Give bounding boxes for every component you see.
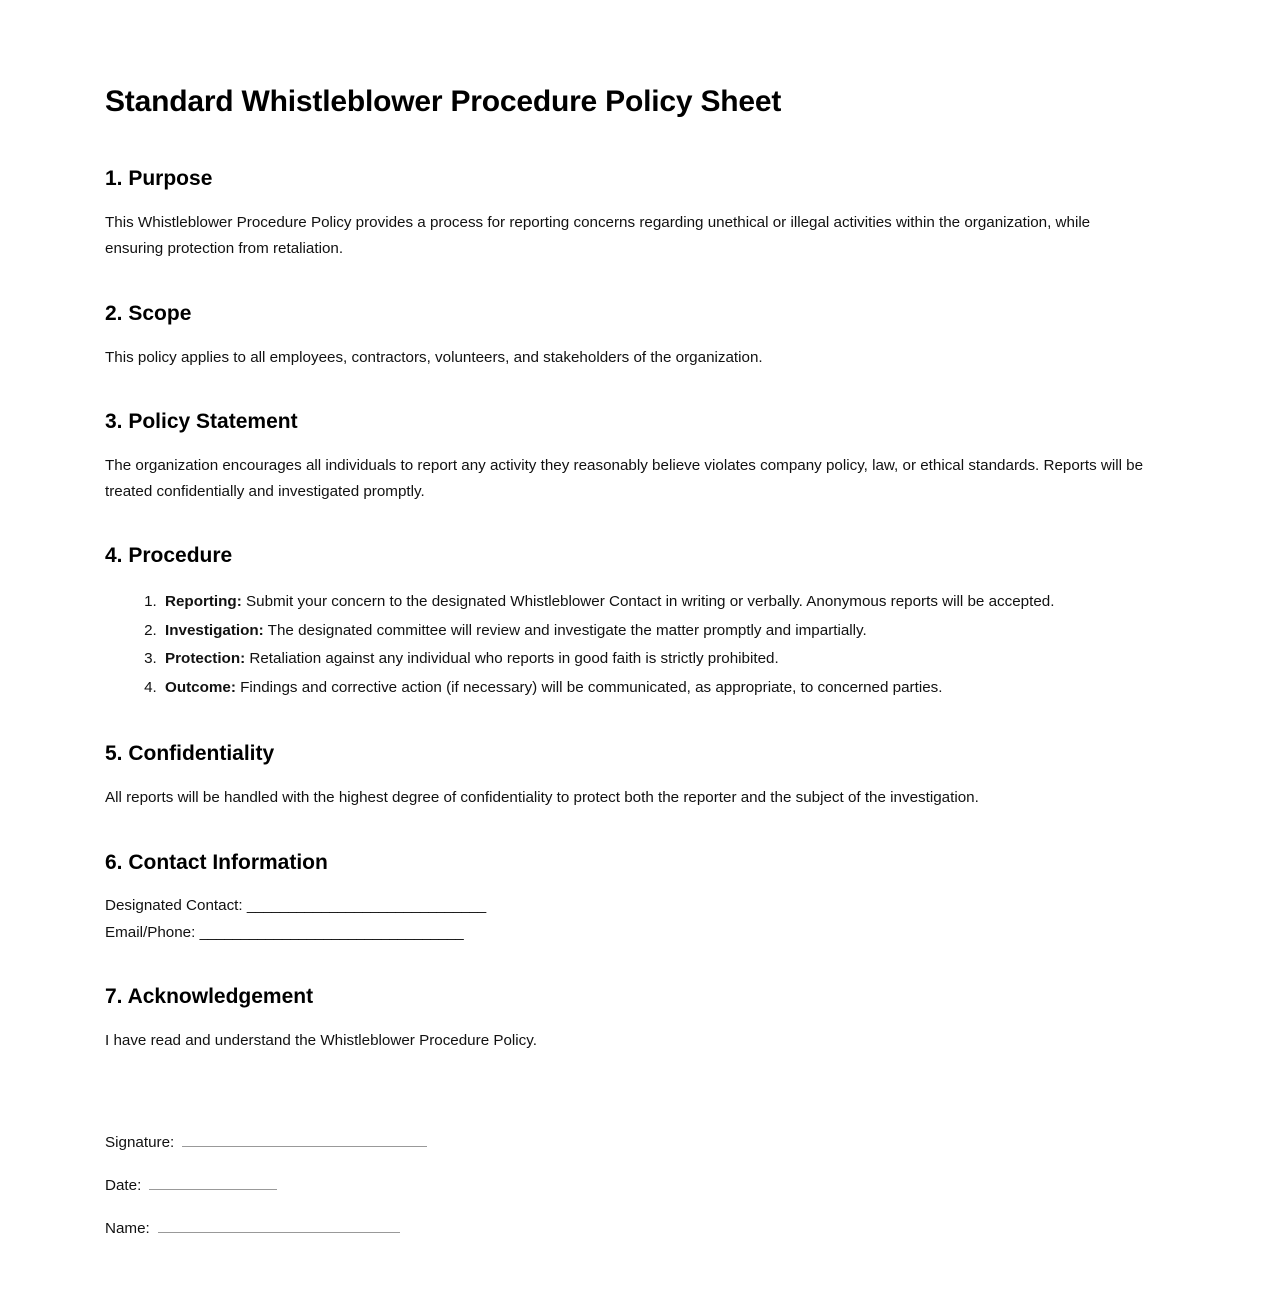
section-acknowledgement: [105, 984, 1150, 1054]
section-contact-information: [105, 850, 1150, 946]
list-item-term: Outcome:: [165, 679, 236, 697]
section-heading-policy-statement: 3. Policy Statement: [105, 409, 298, 433]
name-label: Name:: [105, 1219, 150, 1237]
name-row: [105, 1218, 1150, 1241]
section-confidentiality: [105, 741, 1150, 811]
date-row: [105, 1175, 1150, 1198]
list-item: [161, 588, 1150, 617]
designated-contact-blank-field[interactable]: _____________________________: [246, 896, 486, 914]
list-item-text: Retaliation against any individual who reports in good faith is strictly prohibited.: [245, 650, 779, 668]
list-item-term: Protection:: [165, 650, 246, 668]
designated-contact-label: Designated Contact:: [105, 896, 247, 914]
list-item: [161, 645, 1150, 674]
list-item-term: Investigation:: [165, 621, 264, 639]
contact-fields: [105, 892, 1150, 946]
date-line[interactable]: [149, 1188, 277, 1190]
section-heading-scope: 2. Scope: [105, 301, 192, 325]
signature-label: Signature:: [105, 1134, 175, 1152]
section-heading-contact-information: 6. Contact Information: [105, 850, 328, 874]
signature-line[interactable]: [182, 1145, 427, 1147]
signature-row: [105, 1132, 1150, 1155]
email-phone-blank-field[interactable]: ________________________________: [199, 923, 464, 941]
list-item: [161, 617, 1150, 646]
list-item-text: Findings and corrective action (if necessary) will be communicated, as appropriate, to concerned parties.: [235, 679, 943, 697]
section-procedure: [105, 543, 1150, 703]
designated-contact-row: [105, 892, 1150, 919]
date-label: Date:: [105, 1177, 142, 1195]
list-item: [161, 674, 1150, 703]
section-purpose: [105, 166, 1150, 263]
section-heading-confidentiality: 5. Confidentiality: [105, 742, 275, 766]
section-heading-acknowledgement: 7. Acknowledgement: [105, 984, 314, 1008]
list-item-text: The designated committee will review and investigate the matter promptly and impartially.: [263, 621, 867, 639]
section-heading-procedure: 4. Procedure: [105, 544, 233, 568]
page-title: Standard Whistleblower Procedure Policy Sheet: [105, 85, 782, 118]
section-heading-purpose: 1. Purpose: [105, 167, 213, 190]
section-scope: [105, 301, 1150, 371]
email-phone-row: [105, 919, 1150, 946]
section-policy-statement: [105, 409, 1150, 506]
email-phone-label: Email/Phone:: [105, 923, 200, 941]
section-paragraph-policy-statement: The organization encourages all individuals to report any activity they reasonably believe violates company policy, law, or ethical standards. Reports will be treated confidentially and investigated promptly.: [105, 457, 1144, 501]
signature-block: [105, 1132, 1150, 1240]
section-paragraph-acknowledgement: I have read and understand the Whistleblower Procedure Policy.: [105, 1032, 537, 1050]
section-paragraph-purpose: This Whistleblower Procedure Policy provides a process for reporting concerns regarding unethical or illegal activities within the organization, while ensuring protection from retaliation.: [105, 214, 1091, 258]
list-item-text: Submit your concern to the designated Whistleblower Contact in writing or verbally. Anonymous reports will be accepted.: [241, 592, 1055, 610]
name-line[interactable]: [158, 1231, 400, 1233]
section-paragraph-scope: This policy applies to all employees, contractors, volunteers, and stakeholders of the organization.: [105, 348, 763, 366]
procedure-list: [105, 588, 1150, 704]
list-item-term: Reporting:: [165, 592, 242, 610]
section-paragraph-confidentiality: All reports will be handled with the highest degree of confidentiality to protect both the reporter and the subject of the investigation.: [105, 789, 979, 807]
